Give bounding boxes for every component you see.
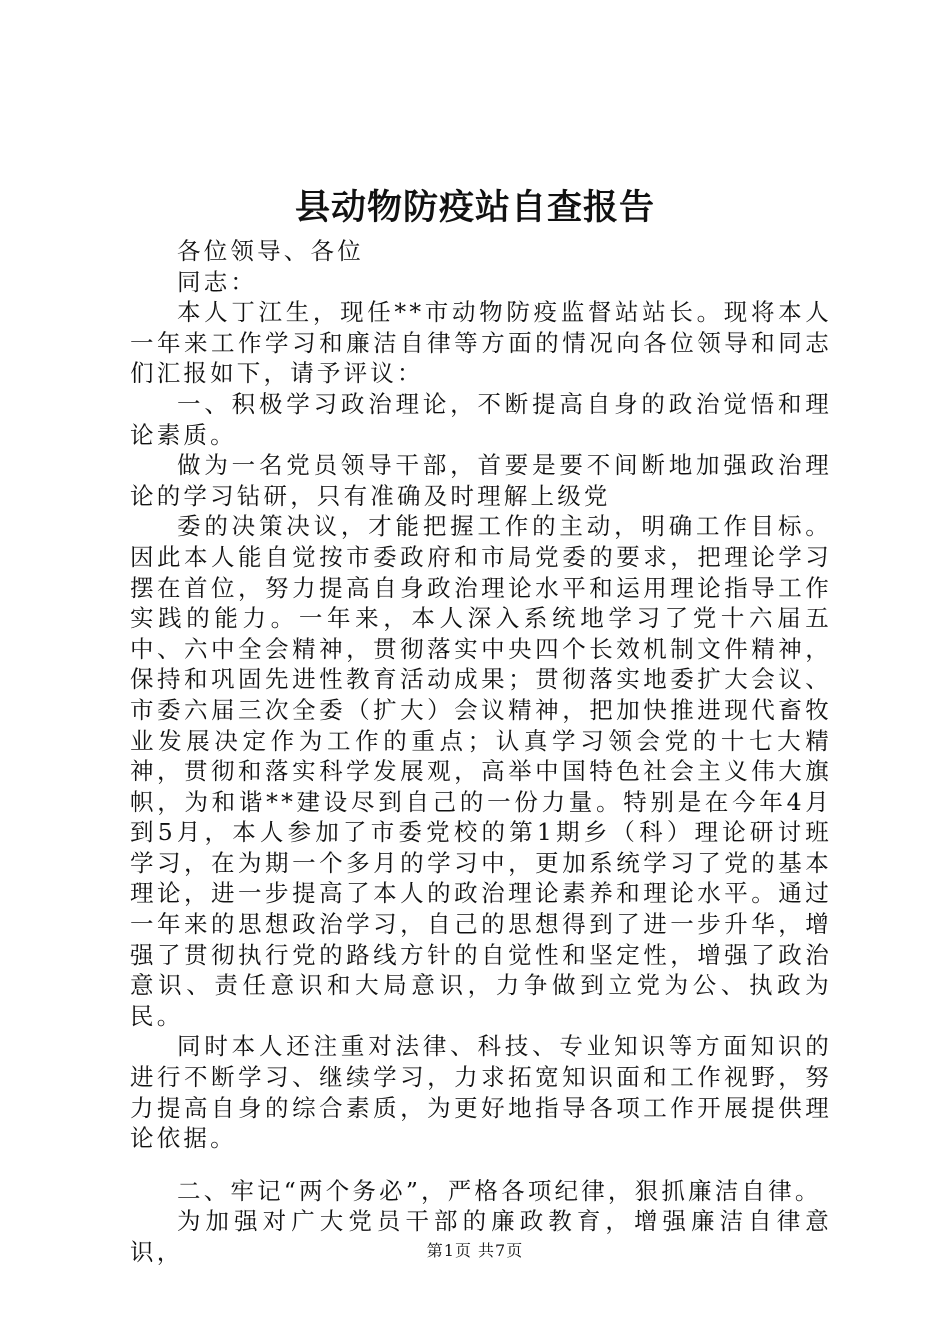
salutation-line-1: 各位领导、各位 bbox=[177, 237, 364, 265]
intro-paragraph: 本人丁江生，现任**市动物防疫监督站站长。现将本人一年来工作学习和廉洁自律等方面的情况向各位领导和同志们汇报如下，请予评议： bbox=[130, 298, 832, 388]
salutation-line-2: 同志： bbox=[177, 267, 258, 296]
section-heading-1: 一、积极学习政治理论，不断提高自身的政治觉悟和理论素质。 bbox=[130, 389, 832, 449]
document-body bbox=[130, 236, 832, 1268]
page-indicator: 第1页 共7页 bbox=[426, 1241, 524, 1260]
body-paragraph: 做为一名党员领导干部，首要是要不间断地加强政治理论的学习钻研，只有准确及时理解上级党 bbox=[130, 451, 832, 510]
body-paragraph: 同时本人还注重对法律、科技、专业知识等方面知识的进行不断学习、继续学习，力求拓宽知识面和工作视野，努力提高自身的综合素质，为更好地指导各项工作开展提供理论依据。 bbox=[130, 1032, 832, 1153]
document-title: 县动物防疫站自查报告 bbox=[294, 187, 655, 228]
section-heading-2: 二、牢记“两个务必”，严格各项纪律，狠抓廉洁自律。 bbox=[177, 1176, 822, 1205]
body-paragraph: 为加强对广大党员干部的廉政教育，增强廉洁自律意识， bbox=[130, 1207, 832, 1266]
body-paragraph: 委的决策决议，才能把握工作的主动，明确工作目标。因此本人能自觉按市委政府和市局党委的要求，把理论学习摆在首位，努力提高自身政治理论水平和运用理论指导工作实践的能力。一年来，本人深入系统地学习了党十六届五中、六中全会精神，贯彻落实中央四个长效机制文件精神，保持和巩固先进性教育活动成果；贯彻落实地委扩大会议、市委六届三次全委（扩大）会议精神，把加快推进现代畜牧业发展决定作为工作的重点；认真学习领会党的十七大精神，贯彻和落实科学发展观，高举中国特色社会主义伟大旗帜，为和谐**建设尽到自己的一份力量。特别是在今年4月到5月，本人参加了市委党校的第1期乡（科）理论研讨班学习，在为期一个多月的学习中，更加系统学习了党的基本理论，进一步提高了本人的政治理论素养和理论水平。通过一年来的思想政治学习，自己的思想得到了进一步升华，增强了贯彻执行党的路线方针的自觉性和坚定性，增强了政治意识、责任意识和大局意识，力争做到立党为公、执政为民。 bbox=[130, 512, 832, 1030]
